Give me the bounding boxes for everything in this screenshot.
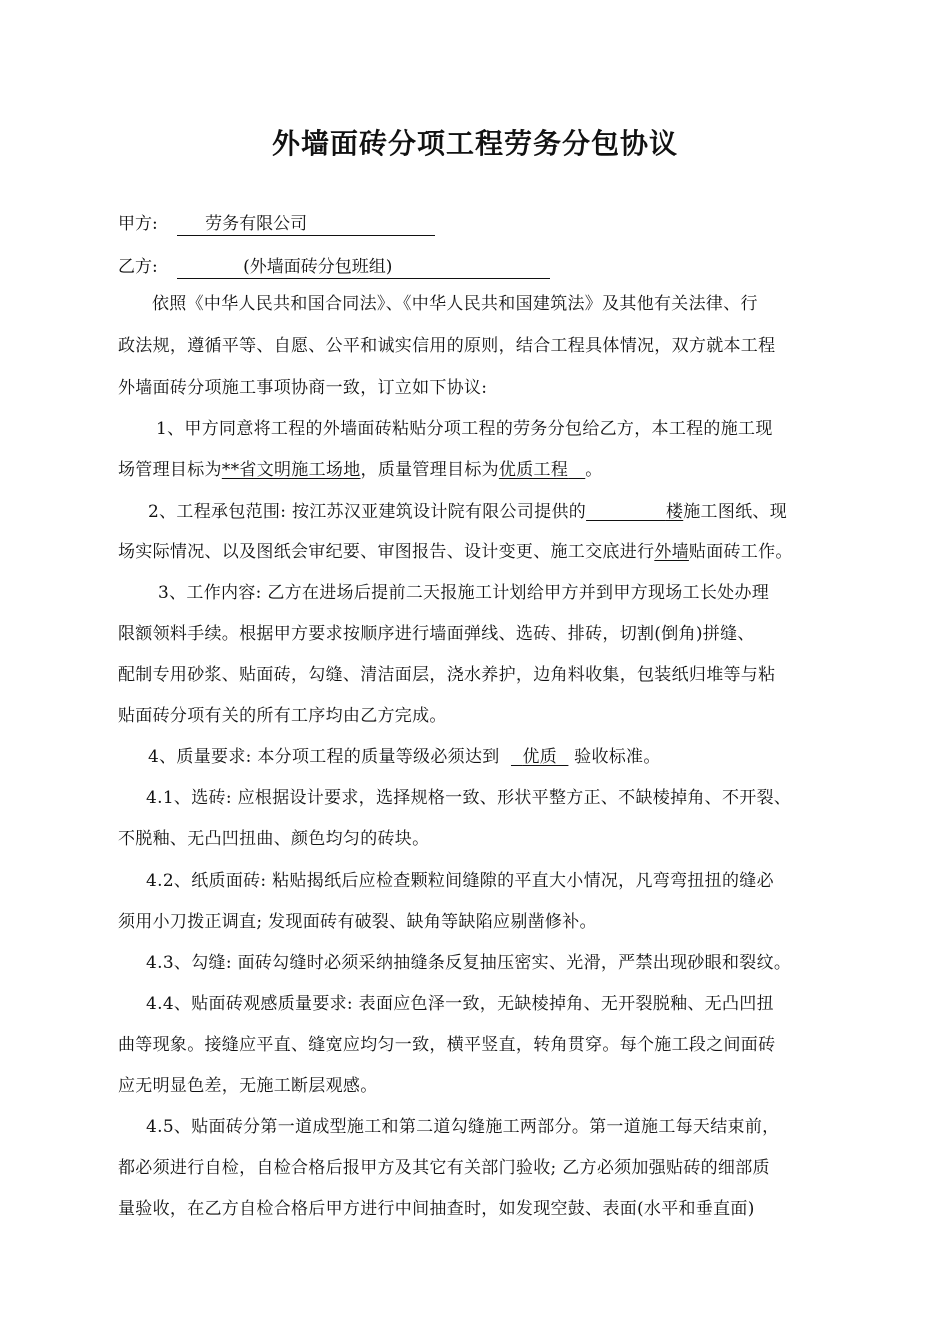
clause-1-line-1: 1、甲方同意将工程的外墙面砖粘贴分项工程的劳务分包给乙方，本工程的施工现 [156,419,773,439]
clause-4-4-line-3: 应无明显色差，无施工断层观感。 [118,1076,378,1096]
clause-4-line [118,744,848,770]
clause-3-line-4: 贴面砖分项有关的所有工序均由乙方完成。 [118,706,447,726]
party-a-line [118,211,435,237]
clause-3-line-1: 3、工作内容: 乙方在进场后提前二天报施工计划给甲方并到甲方现场工长处办理 [158,583,770,603]
clause-1-line-2 [118,457,848,483]
clause-4-5-line-1: 4.5、贴面砖分第一道成型施工和第二道勾缝施工两部分。第一道施工每天结束前， [146,1117,780,1137]
quality-goal: 优质工程 [498,460,569,480]
clause-2-text-2-post: 贴面砖工作。 [688,542,793,562]
clause-4-3-line-1: 4.3、勾缝: 面砖勾缝时必须采纳抽缝条反复抽压密实、光滑，严禁出现砂眼和裂纹。 [146,953,792,973]
clause-2-line-1 [118,499,848,525]
clause-3-line-3: 配制专用砂浆、贴面砖，勾缝、清洁面层，浇水养护，边角料收集，包装纸归堆等与粘 [118,665,776,685]
party-a-value: 劳务有限公司 [205,214,308,234]
clause-1-text-mid: ，质量管理目标为 [360,460,499,480]
clause-4-2-line-2: 须用小刀拨正调直; 发现面砖有破裂、缺角等缺陷应剔凿修补。 [118,912,597,932]
clause-2-text-2: 场实际情况、以及图纸会审纪要、审图报告、设计变更、施工交底进行 [118,542,655,562]
intro-line-1: 依照《中华人民共和国合同法》、《中华人民共和国建筑法》及其他有关法律、行 [152,294,758,314]
building-value: 楼 [665,502,684,522]
building-field [586,502,683,522]
document-title: 外墙面砖分项工程劳务分包协议 [271,127,678,160]
clause-1-text: 场管理目标为 [118,460,222,480]
clause-2-text-post: 施工图纸、现 [683,502,788,522]
party-b-label: 乙方: [118,257,158,277]
clause-4-text: 4、质量要求: 本分项工程的质量等级必须达到 [148,747,500,767]
clause-4-2-line-1: 4.2、纸质面砖: 粘贴揭纸后应检查颗粒间缝隙的平直大小情况，凡弯弯扭扭的缝必 [146,871,774,891]
clause-3-line-2: 限额领料手续。根据甲方要求按顺序进行墙面弹线、选砖、排砖，切割(倒角)拼缝、 [118,624,755,644]
clause-4-1-line-1: 4.1、选砖: 应根据设计要求，选择规格一致、形状平整方正、不缺棱掉角、不开裂、 [146,788,792,808]
party-a-field [177,213,435,236]
clause-4-4-line-2: 曲等现象。接缝应平直、缝宽应均匀一致，横平竖直，转角贯穿。每个施工段之间面砖 [118,1035,776,1055]
clause-4-4-line-1: 4.4、贴面砖观感质量要求: 表面应色泽一致，无缺棱掉角、无开裂脱釉、无凸凹扭 [146,994,774,1014]
clause-2-text: 2、工程承包范围: 按江苏汉亚建筑设计院有限公司提供的 [148,502,587,522]
intro-line-3: 外墙面砖分项施工事项协商一致，订立如下协议: [118,378,488,398]
clause-4-5-line-2: 都必须进行自检，自检合格后报甲方及其它有关部门验收; 乙方必须加强贴砖的细部质 [118,1158,770,1178]
party-b-field [177,256,550,279]
party-b-line [118,254,550,280]
intro-line-2: 政法规，遵循平等、自愿、公平和诚实信用的原则，结合工程具体情况，双方就本工程 [118,336,776,356]
party-b-value: (外墙面砖分包班组) [243,257,393,277]
site-goal: **省文明施工场地 [221,460,361,480]
party-a-label: 甲方: [118,214,158,234]
quality-grade: 优质 [522,747,557,767]
clause-1-text-end: 。 [585,460,603,480]
clause-4-1-line-2: 不脱釉、无凸凹扭曲、颜色均匀的砖块。 [118,829,430,849]
clause-4-text-post: 验收标准。 [574,747,661,767]
clause-4-5-line-3: 量验收，在乙方自检合格后甲方进行中间抽查时，如发现空鼓、表面(水平和垂直面) [118,1199,755,1219]
clause-2-line-2 [118,539,848,565]
scope-value: 外墙 [654,542,689,562]
